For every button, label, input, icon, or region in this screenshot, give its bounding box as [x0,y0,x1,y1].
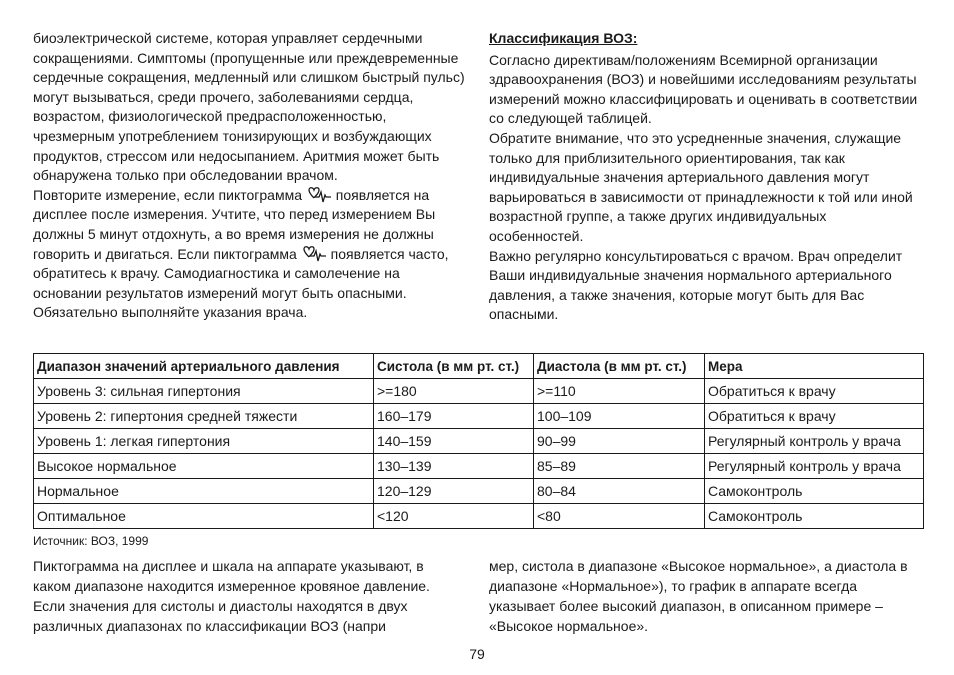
cell-range: Уровень 2: гипертония средней тяжести [34,404,374,429]
table-row [34,379,924,404]
repeat-measurement-paragraph [33,186,465,323]
table-row [34,404,924,429]
arrhythmia-heart-icon [301,245,327,263]
repeat-text-b: появляется на дисплее после измерения. Учтите, что перед измерением Вы должны 5 минут отдохнуть, а во время измерения не должны говорить и двигаться. Если пиктограмма [33,186,436,262]
arrhythmia-heart-icon [306,186,332,204]
cell-diastole: 85–89 [534,454,705,479]
averages-note-paragraph: Обратите внимание, что это усредненные значения, служащие только для приблизительного ориентирования, так как индивидуальные значения артериального давления могут варьироваться в зависимости от принадлежности к той или иной возрастной группе, а также других индивидуальных особенностей. [489,129,913,244]
cell-diastole: <80 [534,504,705,529]
cell-range: Нормальное [34,479,374,504]
page-number: 79 [469,646,485,662]
cell-range: Уровень 1: легкая гипертония [34,429,374,454]
table-row [34,504,924,529]
pictogram-explanation-paragraph: Пиктограмма на дисплее и шкала на аппарате указывают, в каком диапазоне находится измеренное кровяное давление. Если значения для систолы и диастолы находятся в двух различных диапазонах по классификации ВОЗ (напри [33,558,430,634]
cell-systole: 140–159 [374,429,534,454]
cell-systole: 160–179 [374,404,534,429]
header-range: Диапазон значений артериального давления [34,354,374,379]
cell-range: Уровень 3: сильная гипертония [34,379,374,404]
cell-systole: <120 [374,504,534,529]
header-systole: Систола (в мм рт. ст.) [374,354,534,379]
pictogram-example-paragraph: мер, систола в диапазоне «Высокое нормальное», а диастола в диапазоне «Нормальное»), то график в аппарате всегда указывает более высокий диапазон, в описанном примере – «Высокое нормальное». [489,558,908,634]
cell-range: Высокое нормальное [34,454,374,479]
cell-measure: Регулярный контроль у врача [705,429,924,454]
header-measure: Мера [705,354,924,379]
table-row [34,429,924,454]
cell-systole: 120–129 [374,479,534,504]
cell-diastole: 80–84 [534,479,705,504]
repeat-text-a: Повторите измерение, если пиктограмма [33,186,303,203]
cell-diastole: 90–99 [534,429,705,454]
consult-doctor-paragraph: Важно регулярно консультироваться с врачом. Врач определит Ваши индивидуальные значения нормального артериального давления, а также значения, которые могут быть для Вас опасными. [489,247,903,323]
cell-diastole: 100–109 [534,404,705,429]
who-intro-paragraph: Согласно директивам/положениям Всемирной организации здравоохранения (ВОЗ) и новейшими исследованиям результаты измерений можно классифицировать и оценивать в соответствии со следующей таблицей. [489,51,918,127]
header-diastole: Диастола (в мм рт. ст.) [534,354,705,379]
who-classification-heading: Классификация ВОЗ: [489,30,638,46]
table-row [34,479,924,504]
cell-measure: Регулярный контроль у врача [705,454,924,479]
who-classification-table [33,353,924,529]
cell-measure: Обратиться к врачу [705,379,924,404]
cell-range: Оптимальное [34,504,374,529]
table-row [34,454,924,479]
repeat-text-c: появляется часто, обратитесь к врачу. Самодиагностика и самолечение на основании результатов измерений могут быть опасными. Обязательно выполняйте указания врача. [33,245,449,321]
source-note: Источник: ВОЗ, 1999 [33,534,149,548]
cell-systole: 130–139 [374,454,534,479]
cell-measure: Обратиться к врачу [705,404,924,429]
cell-measure: Самоконтроль [705,504,924,529]
arrhythmia-paragraph: биоэлектрической системе, которая управляет сердечными сокращениями. Симптомы (пропущенные или преждевременные сердечные сокращения, медленный или слишком быстрый пульс) могут вызываться, среди прочего, заболеваниями сердца, возрастом, физиологической предрасположенностью, чрезмерным употреблением тонизирующих и возбуждающих продуктов, стрессом или недосыпанием. Аритмия может быть обнаружена только при обследовании врачом. [33,30,465,184]
cell-diastole: >=110 [534,379,705,404]
cell-measure: Самоконтроль [705,479,924,504]
right-column [489,29,923,325]
cell-systole: >=180 [374,379,534,404]
table-header-row [34,354,924,379]
left-column [33,29,465,323]
